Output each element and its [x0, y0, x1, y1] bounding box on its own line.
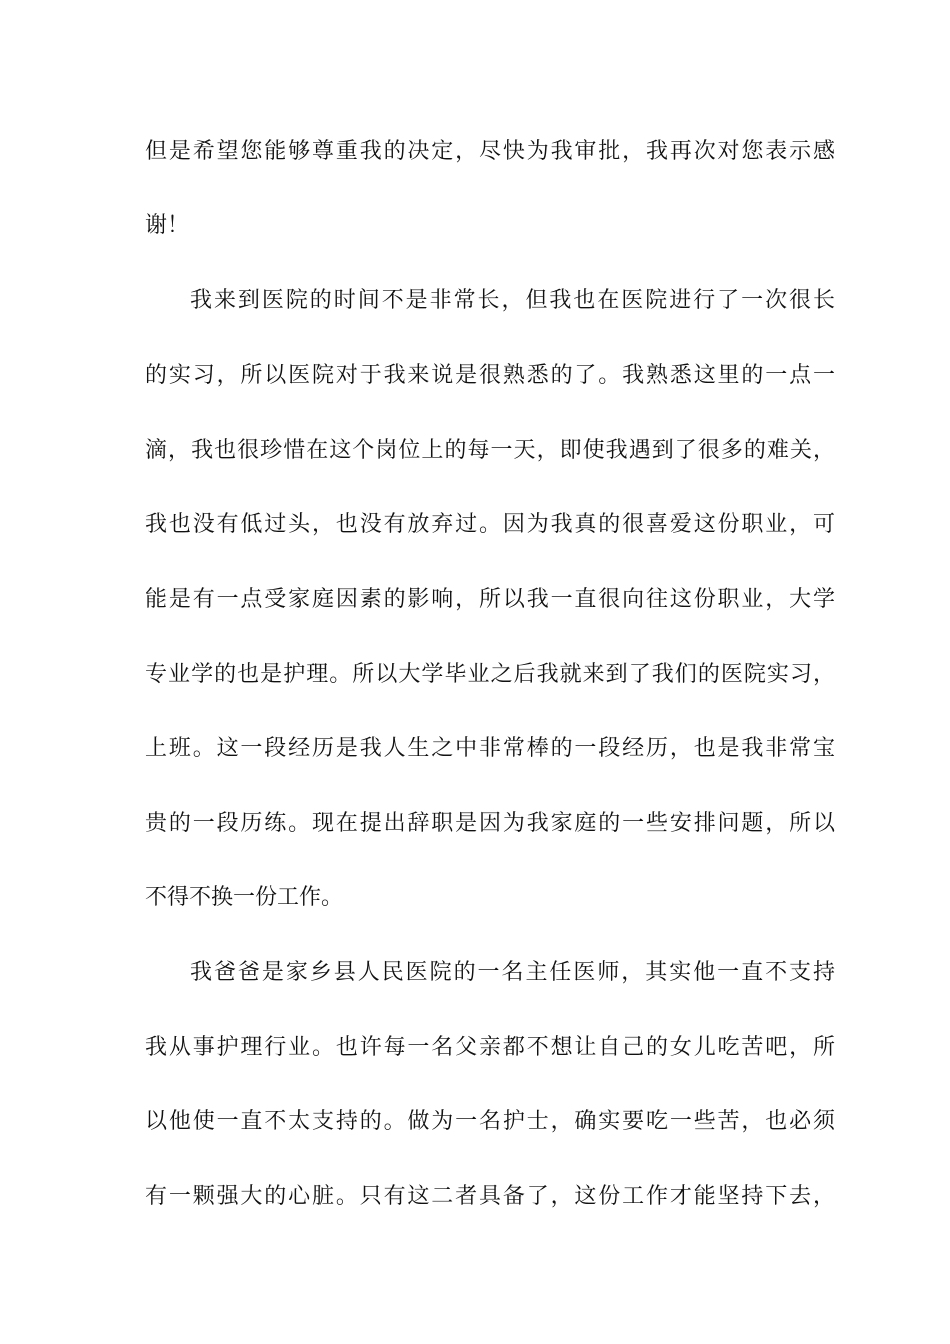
text-line: 不得不换一份工作。 — [145, 885, 344, 910]
text-line: 以他使一直不太支持的。做为一名护士，确实要吃一些苦，也必须 — [145, 1109, 835, 1134]
text-line: 我从事护理行业。也许每一名父亲都不想让自己的女儿吃苦吧，所 — [145, 1035, 835, 1060]
text-line: 我也没有低过头，也没有放弃过。因为我真的很喜爱这份职业，可 — [145, 512, 835, 537]
paragraph-first-line: 我来到医院的时间不是非常长，但我也在医院进行了一次很长 — [190, 288, 835, 313]
text-line: 滴，我也很珍惜在这个岗位上的每一天，即使我遇到了很多的难关， — [145, 438, 835, 463]
text-line: 上班。这一段经历是我人生之中非常棒的一段经历，也是我非常宝 — [145, 736, 835, 761]
text-line: 的实习，所以医院对于我来说是很熟悉的了。我熟悉这里的一点一 — [145, 363, 835, 388]
text-line: 专业学的也是护理。所以大学毕业之后我就来到了我们的医院实习， — [145, 662, 835, 687]
text-line: 贵的一段历练。现在提出辞职是因为我家庭的一些安排问题，所以 — [145, 811, 835, 836]
text-line: 但是希望您能够尊重我的决定，尽快为我审批，我再次对您表示感 — [145, 139, 835, 164]
text-line: 谢！ — [145, 213, 190, 238]
text-line: 有一颗强大的心脏。只有这二者具备了，这份工作才能坚持下去， — [145, 1184, 835, 1209]
text-line: 能是有一点受家庭因素的影响，所以我一直很向往这份职业，大学 — [145, 587, 835, 612]
paragraph-first-line: 我爸爸是家乡县人民医院的一名主任医师，其实他一直不支持 — [190, 960, 835, 985]
